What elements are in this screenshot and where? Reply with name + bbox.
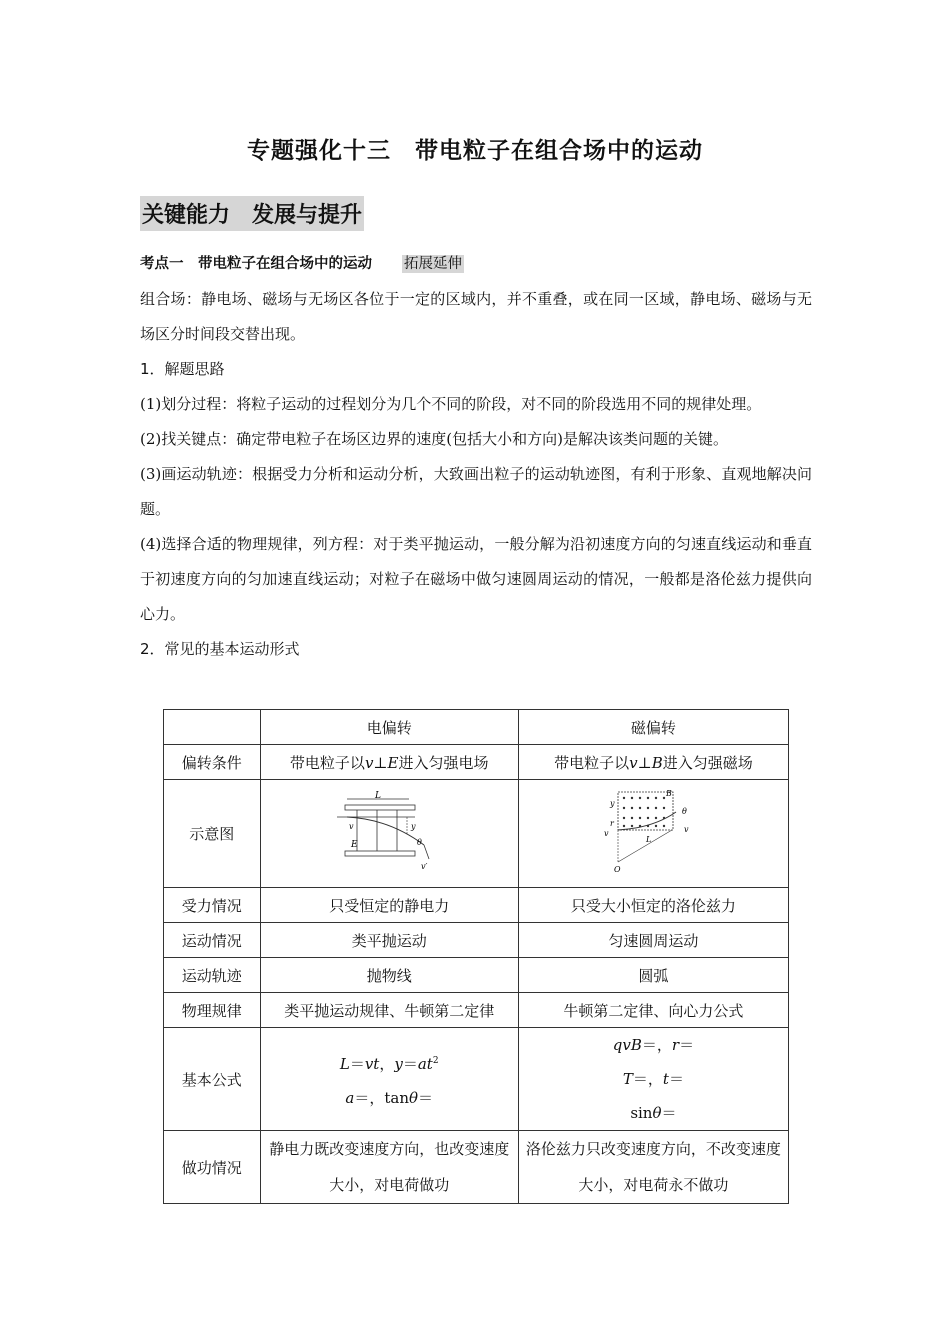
- table-row: [164, 1028, 789, 1131]
- cell-magnetic: 只受大小恒定的洛伦兹力: [518, 888, 788, 923]
- body-text: [140, 282, 812, 667]
- cell-electric: 类平抛运动: [260, 923, 518, 958]
- cell-electric: 静电力既改变速度方向，也改变速度大小，对电荷做功: [260, 1131, 518, 1204]
- magnetic-formulas: qvB＝，r＝ T＝，t＝ sinθ＝: [518, 1028, 788, 1131]
- electric-formulas: L＝vt，$y=at^2$ a＝，tanθ＝: [260, 1028, 518, 1131]
- step-1: (1)划分过程：将粒子运动的过程划分为几个不同的阶段，对不同的阶段选用不同的规律处理。: [140, 395, 762, 413]
- svg-text:L: L: [375, 791, 382, 801]
- subheading-1: 1．解题思路: [140, 360, 225, 378]
- cell-magnetic: 带电粒子以v⊥B进入匀强磁场: [518, 745, 788, 780]
- row-label: 运动轨迹: [164, 958, 261, 993]
- electric-deflection-diagram: [329, 789, 449, 874]
- header-cell: [164, 710, 261, 745]
- row-label: 偏转条件: [164, 745, 261, 780]
- cell-magnetic: 匀速圆周运动: [518, 923, 788, 958]
- kaodian-heading: [140, 252, 464, 273]
- cell-magnetic: 牛顿第二定律、向心力公式: [518, 993, 788, 1028]
- magnetic-deflection-diagram: [598, 784, 708, 879]
- table-row: [164, 993, 789, 1028]
- svg-text:v: v: [604, 829, 609, 838]
- row-label: 受力情况: [164, 888, 261, 923]
- cell-electric: 抛物线: [260, 958, 518, 993]
- header-cell: 电偏转: [260, 710, 518, 745]
- cell-electric: 带电粒子以v⊥E进入匀强电场: [260, 745, 518, 780]
- cell-electric: 只受恒定的静电力: [260, 888, 518, 923]
- table-row: [164, 888, 789, 923]
- row-label: 运动情况: [164, 923, 261, 958]
- table-row: [164, 958, 789, 993]
- svg-text:r: r: [610, 819, 615, 828]
- electric-diagram-cell: [260, 780, 518, 888]
- svg-text:y: y: [411, 822, 416, 831]
- cell-magnetic: 洛伦兹力只改变速度方向，不改变速度大小，对电荷永不做功: [518, 1131, 788, 1204]
- step-4: (4)选择合适的物理规律，列方程：对于类平抛运动，一般分解为沿初速度方向的匀速直线运动和垂直于初速度方向的匀加速直线运动；对粒子在磁场中做匀速圆周运动的情况，一般都是洛伦兹力提供向心力。: [140, 535, 812, 623]
- table-row: [164, 923, 789, 958]
- motion-table: [163, 709, 789, 1204]
- svg-text:B: B: [666, 789, 673, 798]
- row-label: 做功情况: [164, 1131, 261, 1204]
- table-header-row: [164, 710, 789, 745]
- page-title: 专题强化十三 带电粒子在组合场中的运动: [247, 138, 703, 164]
- svg-text:θ: θ: [682, 807, 688, 816]
- subheading-2: 2．常见的基本运动形式: [140, 640, 300, 658]
- row-label: 物理规律: [164, 993, 261, 1028]
- step-3: (3)画运动轨迹：根据受力分析和运动分析，大致画出粒子的运动轨迹图，有利于形象、直观地解决问题。: [140, 465, 812, 518]
- svg-text:v: v: [684, 825, 689, 834]
- svg-text:v′: v′: [421, 862, 428, 871]
- table-row: [164, 1131, 789, 1204]
- magnetic-diagram-cell: [518, 780, 788, 888]
- cell-electric: 类平抛运动规律、牛顿第二定律: [260, 993, 518, 1028]
- kaodian-label: 考点一 带电粒子在组合场中的运动: [140, 256, 372, 272]
- table-row: [164, 745, 789, 780]
- step-2: (2)找关键点：确定带电粒子在场区边界的速度(包括大小和方向)是解决该类问题的关键。: [140, 430, 728, 448]
- svg-text:v: v: [349, 822, 354, 831]
- cell-magnetic: 圆弧: [518, 958, 788, 993]
- row-label: 示意图: [164, 780, 261, 888]
- svg-text:y: y: [610, 799, 615, 808]
- svg-text:L: L: [646, 835, 652, 844]
- header-cell: 磁偏转: [518, 710, 788, 745]
- row-label: 基本公式: [164, 1028, 261, 1131]
- kaodian-tag: 拓展延伸: [404, 256, 462, 272]
- svg-text:θ: θ: [417, 838, 423, 847]
- table-row: [164, 780, 789, 888]
- section-heading: 关键能力 发展与提升: [140, 196, 364, 231]
- svg-text:O: O: [614, 865, 621, 874]
- intro-paragraph: 组合场：静电场、磁场与无场区各位于一定的区域内，并不重叠，或在同一区域，静电场、磁场与无场区分时间段交替出现。: [140, 290, 812, 343]
- svg-text:E: E: [351, 840, 358, 850]
